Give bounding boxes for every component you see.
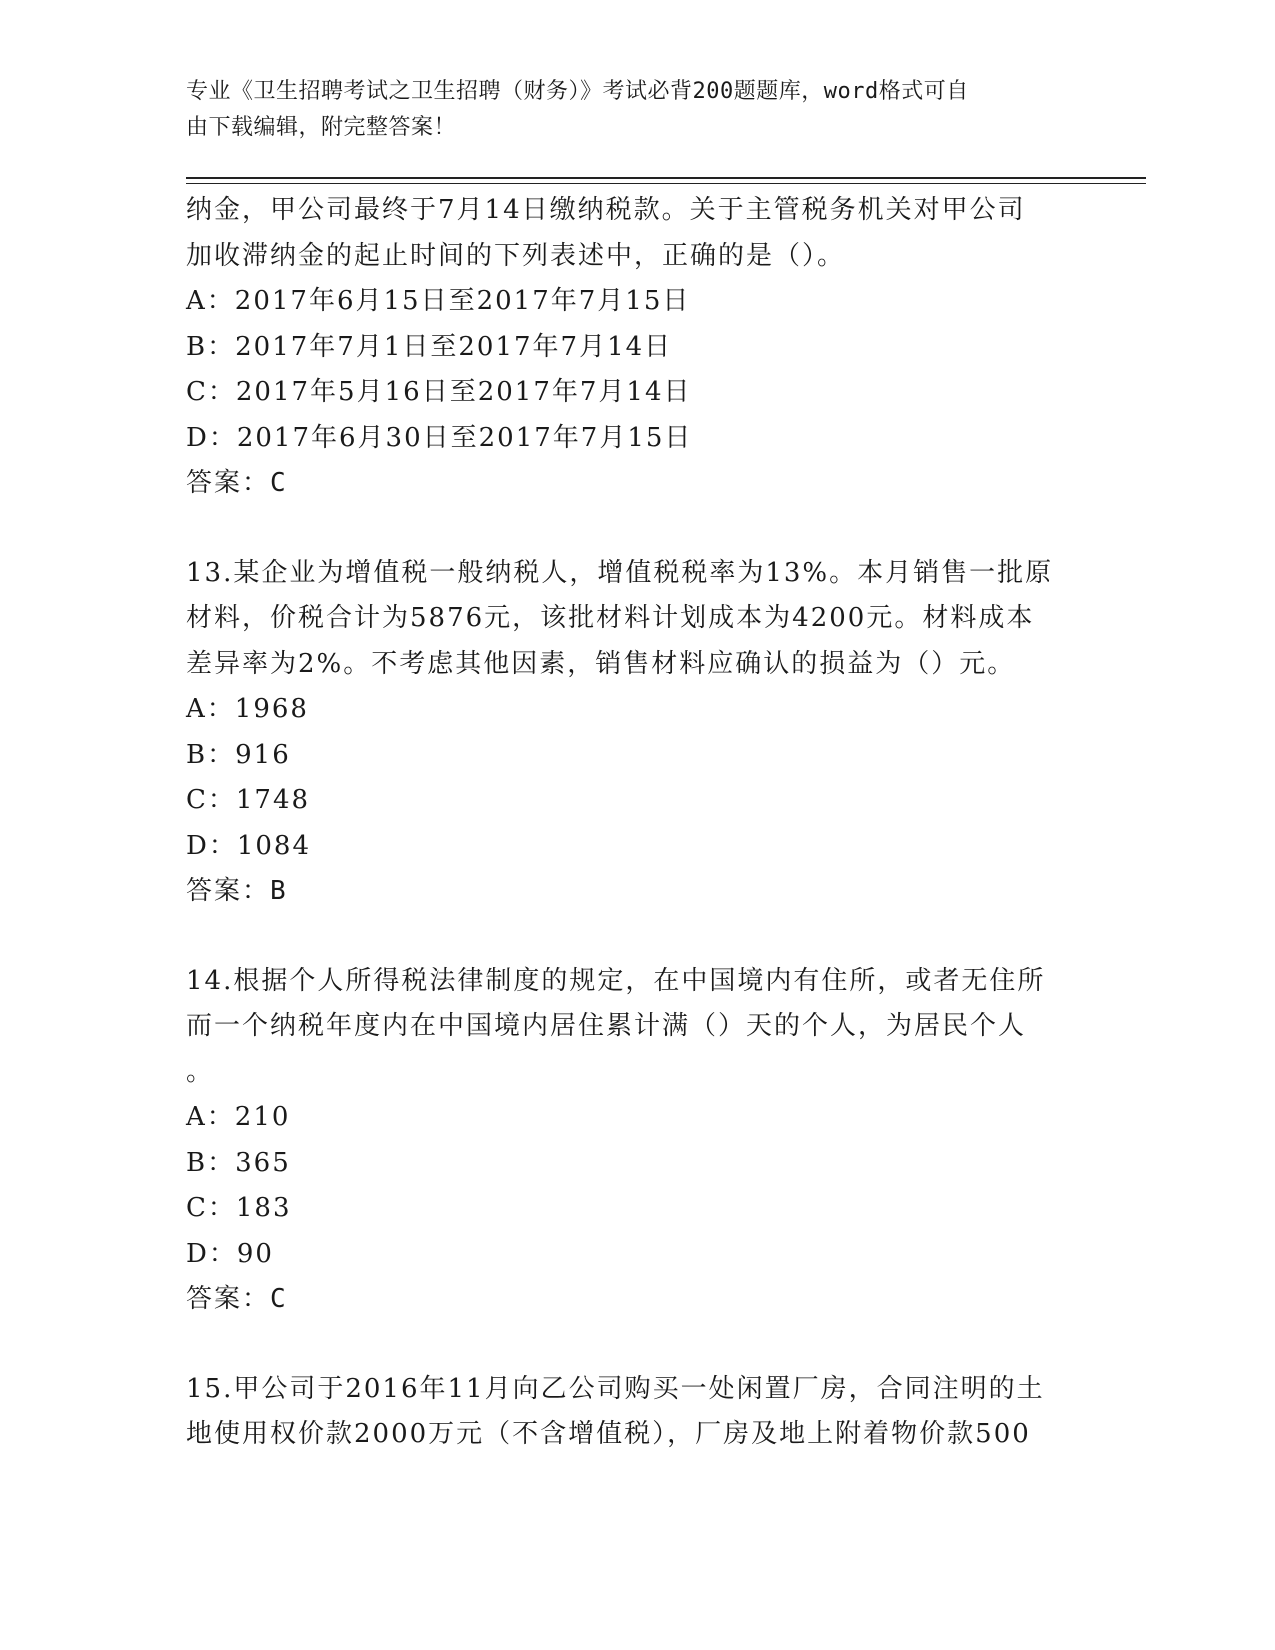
option-a: A：1968 xyxy=(186,694,309,724)
question-stem-line: 差异率为2%。不考虑其他因素，销售材料应确认的损益为（）元。 xyxy=(186,648,1016,679)
option-b: B：916 xyxy=(186,739,291,770)
option-d: D：2017年6月30日至2017年7月15日 xyxy=(186,422,693,453)
question-stem-line: 而一个纳税年度内在中国境内居住累计满（）天的个人，为居民个人 xyxy=(186,1011,1027,1041)
answer: 答案：C xyxy=(186,468,288,498)
question-stem-line: 材料，价税合计为5876元，该批材料计划成本为4200元。材料成本 xyxy=(186,603,1035,633)
question-stem-line: 14.根据个人所得税法律制度的规定，在中国境内有住所，或者无住所 xyxy=(186,965,1046,996)
header-line-1: 专业《卫生招聘考试之卫生招聘（财务）》考试必背200题题库，word格式可自 xyxy=(186,79,969,104)
option-c: C：2017年5月16日至2017年7月14日 xyxy=(186,377,692,407)
answer: 答案：C xyxy=(186,1284,288,1314)
option-b: B：365 xyxy=(186,1147,291,1178)
question-15 xyxy=(186,1367,1076,1458)
question-13 xyxy=(186,551,1076,915)
header-divider-thick xyxy=(186,177,1146,179)
option-c: C：1748 xyxy=(186,785,311,815)
question-stem-line: 13.某企业为增值税一般纳税人，增值税税率为13%。本月销售一批原 xyxy=(186,557,1054,588)
option-a: A：210 xyxy=(186,1102,291,1132)
option-a: A：2017年6月15日至2017年7月15日 xyxy=(186,286,691,316)
answer: 答案：B xyxy=(186,876,288,906)
question-12 xyxy=(186,188,1076,507)
option-b: B：2017年7月1日至2017年7月14日 xyxy=(186,331,673,362)
header-line-2: 由下载编辑，附完整答案！ xyxy=(186,115,457,140)
spacer xyxy=(186,915,1076,959)
option-c: C：183 xyxy=(186,1193,292,1223)
question-stem-line: 加收滞纳金的起止时间的下列表述中，正确的是（）。 xyxy=(186,240,846,271)
spacer xyxy=(186,507,1076,551)
option-d: D：90 xyxy=(186,1238,274,1269)
question-14 xyxy=(186,959,1076,1323)
question-stem-line: 。 xyxy=(186,1056,215,1087)
question-stem-line: 地使用权价款2000万元（不含增值税），厂房及地上附着物价款500 xyxy=(186,1419,1031,1449)
option-d: D：1084 xyxy=(186,830,312,861)
spacer xyxy=(186,1323,1076,1367)
document-body xyxy=(186,188,1076,1458)
question-stem-line: 15.甲公司于2016年11月向乙公司购买一处闲置厂房，合同注明的土 xyxy=(186,1373,1045,1404)
question-stem-line: 纳金，甲公司最终于7月14日缴纳税款。关于主管税务机关对甲公司 xyxy=(186,195,1026,225)
header-divider-thin xyxy=(186,183,1146,184)
document-header xyxy=(186,74,1086,146)
